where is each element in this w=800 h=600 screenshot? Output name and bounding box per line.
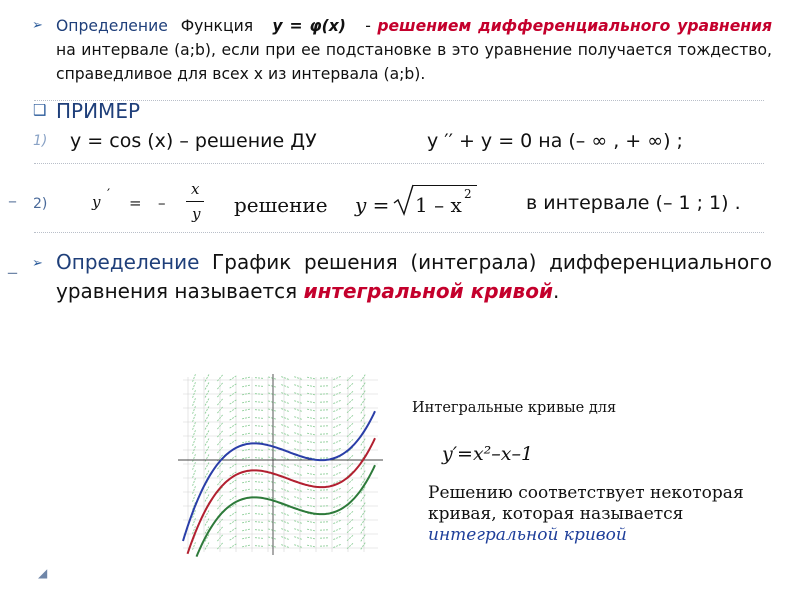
slope-segment [268, 377, 276, 379]
slope-segment [281, 377, 288, 380]
slope-segment [281, 457, 288, 460]
slope-segment [294, 385, 302, 388]
slope-segment [268, 425, 276, 427]
slope-segment [361, 527, 365, 534]
slope-segment [255, 514, 263, 515]
slope-segment [294, 465, 302, 468]
fraction-bar [186, 201, 204, 202]
slope-segment [294, 473, 302, 476]
slope-segment [333, 464, 340, 467]
slope-segment [333, 376, 340, 379]
slope-segment [193, 438, 196, 445]
slope-segment [333, 416, 340, 419]
slope-segment [255, 466, 263, 467]
checkbox-bullet-icon: ❑ [33, 101, 47, 119]
slope-segment [294, 417, 302, 420]
item2-prime: ′ [107, 187, 111, 203]
slope-segment [333, 424, 340, 427]
slope-segment [361, 519, 365, 526]
slope-segment [242, 401, 250, 403]
slope-segment [255, 418, 263, 419]
slope-segment [307, 377, 315, 379]
slope-segment [361, 439, 365, 446]
slope-segment [281, 481, 288, 484]
slope-segment [361, 511, 365, 518]
slope-segment [333, 472, 340, 475]
slope-segment [268, 401, 276, 403]
slope-segment [255, 546, 263, 547]
sqrt-sign-icon [393, 183, 415, 217]
slope-segment [205, 454, 209, 461]
slope-segment [361, 375, 365, 382]
slope-segment [294, 513, 302, 516]
slope-segment [255, 402, 263, 403]
definition2-text: График решения (интеграла) дифференциального уравнения называется [56, 250, 772, 303]
slope-segment [205, 374, 209, 381]
slope-segment [205, 382, 209, 389]
slope-segment [333, 544, 340, 547]
plot-caption: Интегральные кривые для [412, 400, 617, 416]
slope-segment [294, 409, 302, 412]
slope-segment [242, 409, 250, 411]
slope-segment [255, 434, 263, 435]
dash-mark: – [8, 191, 17, 212]
slope-segment [255, 458, 263, 459]
definition2-highlight: интегральной кривой [303, 279, 553, 303]
slope-segment [281, 545, 288, 548]
note-line1: Решению соответствует некоторая [428, 483, 744, 503]
slope-segment [281, 441, 288, 444]
slope-segment [333, 408, 340, 411]
item2-equals: = [129, 194, 142, 212]
slope-segment [230, 544, 237, 548]
slope-segment [307, 545, 315, 547]
slope-segment [307, 537, 315, 539]
slope-segment [268, 529, 276, 531]
slope-segment [255, 426, 263, 427]
slope-segment [268, 545, 276, 547]
slope-segment [361, 495, 365, 502]
slope-segment [255, 386, 263, 387]
slope-segment [361, 471, 365, 478]
slope-segment [193, 478, 196, 485]
slope-segment [281, 537, 288, 540]
slope-segment [268, 513, 276, 515]
slope-segment [294, 425, 302, 428]
slope-segment [361, 383, 365, 390]
slope-segment [255, 378, 263, 379]
slope-segment [294, 441, 302, 444]
slope-segment [333, 528, 340, 531]
slope-segment [193, 494, 196, 501]
slope-segment [307, 473, 315, 475]
slope-segment [205, 542, 209, 549]
slope-segment [268, 441, 276, 443]
slope-segment [307, 465, 315, 467]
note [428, 483, 744, 546]
slope-segment [307, 489, 315, 491]
definition-dash: - [365, 17, 371, 35]
slope-segment [205, 518, 209, 525]
slope-segment [205, 494, 209, 501]
slope-segment [307, 529, 315, 531]
slope-segment [294, 545, 302, 548]
slope-segment [193, 430, 196, 437]
slope-segment [205, 462, 209, 469]
slope-segment [255, 410, 263, 411]
slope-segment [242, 489, 250, 491]
slope-segment [193, 374, 196, 381]
slope-segment [361, 399, 365, 406]
slope-segment [268, 481, 276, 483]
slope-segment [242, 465, 250, 467]
slope-segment [333, 440, 340, 443]
example-heading: ПРИМЕР [56, 99, 141, 123]
slope-segment [333, 400, 340, 403]
slope-segment [268, 433, 276, 435]
slope-segment [333, 384, 340, 387]
slope-segment [230, 456, 237, 460]
slope-segment [205, 398, 209, 405]
slope-segment [268, 457, 276, 459]
slope-segment [230, 376, 237, 380]
slope-segment [242, 457, 250, 459]
slope-segment [255, 442, 263, 443]
slope-segment [205, 430, 209, 437]
slope-segment [242, 473, 250, 475]
slope-segment [255, 522, 263, 523]
item2-number: 2) [33, 196, 48, 212]
integral-curves-plot [178, 372, 386, 557]
nav-arrow-icon[interactable]: ◢ [38, 566, 48, 580]
divider [34, 232, 764, 233]
slope-segment [268, 417, 276, 419]
slope-segment [294, 521, 302, 524]
slope-segment [281, 497, 288, 500]
slope-segment [307, 433, 315, 435]
slope-segment [255, 490, 263, 491]
item2-minus: – [158, 194, 166, 212]
slope-segment [193, 470, 196, 477]
slope-segment [281, 489, 288, 492]
slope-segment [193, 462, 196, 469]
definition-lead: Функция [180, 17, 254, 35]
slope-segment [281, 409, 288, 412]
slope-segment [230, 480, 237, 484]
definition-formula: y = φ(x) [272, 17, 346, 35]
slope-segment [242, 433, 250, 435]
slope-segment [230, 416, 237, 420]
definition-rest: на интервале (a;b), если при ее подстановке в это уравнение получается тождество, справедливое для всех x из интервала (a;b). [56, 41, 772, 83]
item2-fraction-numerator: x [191, 180, 200, 198]
slope-segment [230, 496, 237, 500]
slope-segment [230, 384, 237, 388]
slope-segment [361, 535, 365, 542]
definition-highlight: решением дифференциального уравнения [377, 17, 772, 35]
slope-segment [193, 486, 196, 493]
slope-segment [242, 521, 250, 523]
slope-segment [294, 497, 302, 500]
item1-right: y ′′ + y = 0 на (– ∞ , + ∞) ; [427, 130, 683, 152]
slope-segment [255, 474, 263, 475]
slope-segment [268, 489, 276, 491]
slope-segment [268, 537, 276, 539]
slope-segment [230, 528, 237, 532]
arrow-bullet-icon: ➢ [32, 256, 43, 271]
definition-solution [56, 14, 772, 86]
note-highlight: интегральной кривой [428, 525, 627, 545]
slope-segment [268, 465, 276, 467]
slope-segment [193, 542, 196, 549]
slope-segment [268, 521, 276, 523]
slope-segment [294, 529, 302, 532]
slope-segment [307, 441, 315, 443]
slope-segment [230, 512, 237, 516]
slope-segment [230, 432, 237, 436]
slope-segment [230, 440, 237, 444]
slope-segment [307, 401, 315, 403]
slope-segment [333, 520, 340, 523]
item2-y: y [92, 193, 101, 211]
slope-segment [268, 409, 276, 411]
slope-segment [230, 424, 237, 428]
slope-segment [294, 433, 302, 436]
divider [34, 163, 764, 164]
slope-segment [242, 481, 250, 483]
item2-solution-word: решение [234, 193, 328, 217]
slope-segment [281, 473, 288, 476]
slope-segment [361, 407, 365, 414]
definition-integral-curve [56, 248, 772, 306]
slope-segment [294, 489, 302, 492]
slope-segment [281, 513, 288, 516]
item2-interval: в интервале (– 1 ; 1) . [526, 192, 741, 214]
slope-segment [242, 545, 250, 547]
slope-segment [255, 530, 263, 531]
slope-segment [193, 414, 196, 421]
slope-segment [193, 422, 196, 429]
slope-segment [281, 465, 288, 468]
sqrt-bar [413, 185, 477, 186]
slope-segment [307, 425, 315, 427]
slope-segment [230, 488, 237, 492]
slope-segment [307, 481, 315, 483]
slope-segment [205, 406, 209, 413]
slope-segment [255, 482, 263, 483]
slope-segment [281, 433, 288, 436]
item2-fraction-denominator: y [192, 205, 201, 223]
arrow-bullet-icon: ➢ [32, 18, 43, 33]
slope-segment [255, 538, 263, 539]
slope-segment [268, 385, 276, 387]
slope-segment [242, 385, 250, 387]
note-line2: кривая, которая называется [428, 504, 684, 524]
slope-segment [294, 537, 302, 540]
slope-segment [307, 497, 315, 499]
slope-segment [205, 486, 209, 493]
definition2-end: . [552, 279, 560, 303]
slope-segment [193, 382, 196, 389]
slope-segment [205, 438, 209, 445]
slope-segment [242, 417, 250, 419]
slope-segment [361, 415, 365, 422]
slope-segment [307, 385, 315, 387]
slope-segment [281, 417, 288, 420]
slope-segment [193, 398, 196, 405]
slope-segment [361, 423, 365, 430]
slope-segment [294, 401, 302, 404]
item1-left: y = cos (x) – решение ДУ [70, 130, 317, 152]
slope-segment [281, 521, 288, 524]
slope-segment [230, 536, 237, 540]
divider [34, 100, 764, 101]
slope-segment [333, 432, 340, 435]
slope-segment [307, 521, 315, 523]
plot-equation: y′=x²–x–1 [442, 443, 534, 465]
plot-canvas [178, 372, 386, 557]
slope-segment [205, 414, 209, 421]
slope-segment [333, 536, 340, 539]
slope-segment [242, 425, 250, 427]
item2-solution-radicand: 1 – x [415, 193, 462, 217]
slope-segment [230, 520, 237, 524]
slope-segment [294, 377, 302, 380]
slope-segment [205, 422, 209, 429]
underscore-mark: _ [8, 254, 17, 275]
definition2-term: Определение [56, 250, 200, 274]
slope-segment [242, 537, 250, 539]
slope-segment [281, 401, 288, 404]
slope-segment [242, 377, 250, 379]
slope-segment [281, 385, 288, 388]
slope-segment [333, 496, 340, 499]
slope-segment [307, 409, 315, 411]
slope-segment [230, 408, 237, 412]
item2-solution-exponent: 2 [464, 187, 472, 201]
slope-segment [230, 464, 237, 468]
slope-segment [281, 425, 288, 428]
slope-segment [193, 518, 196, 525]
item1-number: 1) [33, 133, 48, 149]
slope-segment [307, 417, 315, 419]
slope-segment [230, 400, 237, 404]
slope-segment [193, 454, 196, 461]
slope-segment [361, 543, 365, 550]
integral-curve [188, 438, 376, 554]
slope-segment [281, 529, 288, 532]
slope-segment [242, 513, 250, 515]
slope-segment [242, 441, 250, 443]
slope-segment [333, 488, 340, 491]
definition-term: Определение [56, 17, 168, 35]
item2-solution-lhs: y = [355, 193, 390, 217]
slope-segment [193, 406, 196, 413]
slope-segment [242, 529, 250, 531]
